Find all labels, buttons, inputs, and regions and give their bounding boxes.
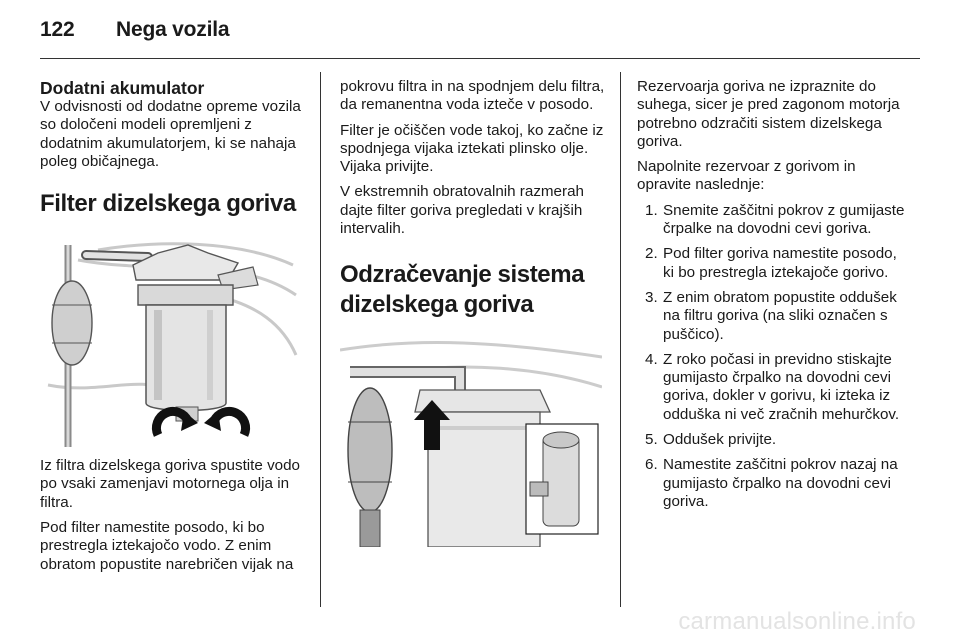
paragraph: V ekstremnih obratovalnih razmerah dajte filter goriva pregledati v krajših intervalih.: [340, 183, 584, 238]
column-2: [340, 78, 608, 547]
paragraph: V odvisnosti od dodatne opreme vozila so določeni modeli opremljeni z dodatnim akumulatorjem, ki se nahaja poleg običajnega.: [40, 98, 301, 170]
section-heading-auxiliary-battery: Dodatni akumulator: [40, 78, 205, 98]
inline-pump: [52, 281, 92, 365]
column-1: [40, 78, 308, 581]
paragraph: Rezervoarja goriva ne izpraznite do suhega, sicer je pred zagonom motorja potrebno odzračiti sistem dizelskega goriva.: [637, 78, 900, 150]
paragraph: Napolnite rezervoar z gorivom in opravite naslednje:: [637, 158, 856, 194]
bleeding-steps-list: [637, 202, 905, 511]
list-item: 1. Snemite zaščitni pokrov z gumijaste črpalke na dovodni cevi goriva.: [645, 201, 905, 238]
page-title: Nega vozila: [116, 18, 230, 41]
fuel-bleeding-illustration: [340, 332, 602, 547]
list-item: 3. Z enim obratom popustite oddušek na filtru goriva (na sliki označen s puščico).: [645, 288, 897, 343]
column-divider-2: [620, 72, 621, 607]
paragraph: Pod filter namestite posodo, ki bo prestregla iztekajočo vodo. Z enim obratom popustite narebričen vijak na: [40, 519, 294, 573]
page-number: 122: [40, 18, 75, 41]
list-item: 5. Oddušek privijte.: [645, 431, 777, 449]
header-rule: [40, 58, 920, 59]
column-divider-1: [320, 72, 321, 607]
diesel-filter-illustration: [38, 235, 300, 447]
list-item: 2. Pod filter goriva namestite posodo, ki bo prestregla iztekajoče gorivo.: [645, 245, 897, 281]
section-heading-bleeding: Odzračevanje sistema dizelskega goriva: [340, 261, 585, 319]
bleed-screw-detail: [526, 424, 598, 534]
watermark: carmanualsonline.info: [678, 608, 916, 635]
list-item: 4. Z roko počasi in previdno stiskajte gumijasto črpalko na dovodni cevi goriva, dokler v gorivu, ki izteka iz odduška ni več zračnih mehurčkov.: [645, 350, 900, 423]
column-3: [637, 78, 905, 518]
list-item: 6. Namestite zaščitni pokrov nazaj na gumijasto črpalko na dovodni cevi goriva.: [645, 456, 898, 510]
page-header: [40, 18, 229, 42]
paragraph: Filter je očiščen vode takoj, ko začne iz spodnjega vijaka iztekati plinsko olje. Vijaka privijte.: [340, 121, 604, 176]
paragraph: pokrovu filtra in na spodnjem delu filtra, da remanentna voda izteče v posodo.: [340, 78, 605, 114]
paragraph: Iz filtra dizelskega goriva spustite vodo po vsaki zamenjavi motornega olja in filtra.: [40, 457, 301, 511]
section-heading-diesel-filter: Filter dizelskega goriva: [40, 190, 296, 218]
